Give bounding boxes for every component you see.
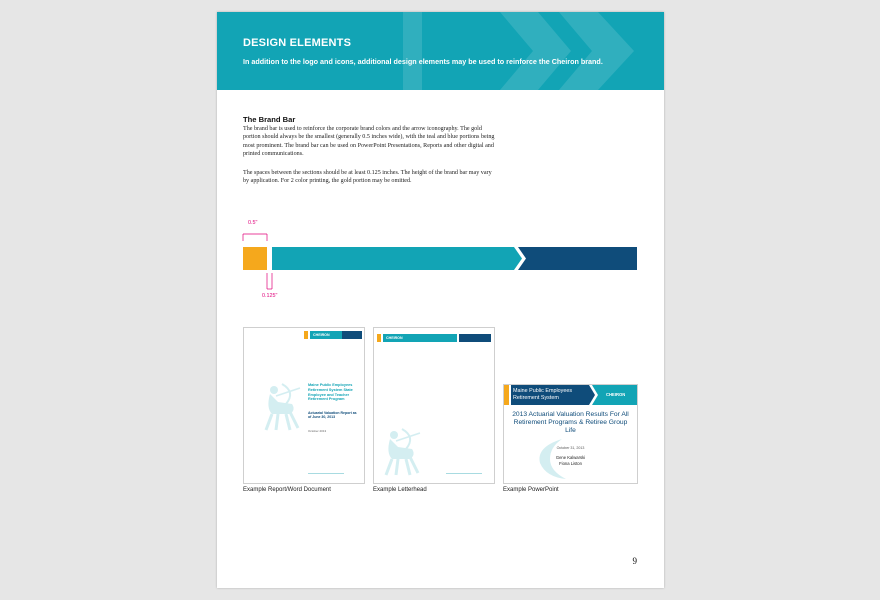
caption-report: Example Report/Word Document	[243, 487, 331, 493]
example-letterhead-thumbnail	[373, 327, 495, 484]
letterhead-teal-block	[383, 334, 457, 342]
report-footer-line	[308, 473, 344, 474]
page-subtitle: In addition to the logo and icons, additional design elements may be used to reinforce the Cheiron brand.	[243, 57, 603, 66]
letterhead-centaur-watermark-icon	[376, 423, 422, 478]
brand-bar-diagram	[217, 222, 664, 302]
ppt-presenter-1: Gene Kalwarski	[555, 455, 586, 460]
report-logo: CHEIRON	[313, 333, 330, 337]
report-subtitle: Actuarial Valuation Report as of June 30, 2013	[308, 411, 357, 420]
report-title: Maine Public Employees Retirement System State Employee and Teacher Retirement Program	[308, 383, 353, 402]
centaur-watermark-icon	[256, 378, 302, 433]
brand-bar-navy	[518, 247, 637, 270]
width-dimension-label: 0.5"	[248, 220, 258, 226]
report-navy-block	[342, 331, 362, 339]
ppt-gold-block	[504, 385, 509, 405]
letterhead-navy-block	[459, 334, 491, 342]
brand-bar-teal	[272, 247, 522, 270]
brand-bar-gold	[243, 247, 267, 270]
section-title: The Brand Bar	[243, 115, 296, 124]
document-page	[217, 12, 664, 588]
caption-letterhead: Example Letterhead	[373, 487, 427, 493]
letterhead-footer-line	[446, 473, 482, 474]
letterhead-logo: CHEIRON	[386, 336, 403, 340]
paragraph-2: The spaces between the sections should be at least 0.125 inches. The height of the brand bar may vary by application. For 2 color printing, the gold portion may be omitted.	[243, 170, 492, 185]
report-gold-block	[304, 331, 308, 339]
ppt-slide-title: 2013 Actuarial Valuation Results For All Retirement Programs & Retiree Group Life	[512, 411, 629, 434]
paragraph-1: The brand bar is used to reinforce the corporate brand colors and the arrow iconography. The gold portion should always be the smallest (generally 0.5 inches wide), with the teal and blue portions being most prominent. The brand bar can be used on PowerPoint Presentations, Reports and other digital and printed communications.	[243, 126, 495, 157]
example-report-thumbnail	[243, 327, 365, 484]
ppt-org-name: Maine Public Employees Retirement System	[513, 388, 573, 401]
gap-dimension-label: 0.125"	[262, 293, 278, 299]
ppt-logo: CHEIRON	[606, 392, 626, 397]
header-arrows-graphic	[217, 12, 664, 90]
example-powerpoint-thumbnail	[503, 384, 638, 484]
report-brand-bar	[310, 331, 362, 339]
report-date: October 2013	[308, 429, 327, 433]
letterhead-gold-block	[377, 334, 381, 342]
page-title: DESIGN ELEMENTS	[243, 37, 352, 49]
header-banner	[217, 12, 664, 90]
page-number: 9	[632, 556, 637, 566]
ppt-presenter-2: Fiona Liston	[559, 461, 582, 466]
ppt-date: October 31, 2013	[556, 446, 585, 450]
caption-powerpoint: Example PowerPoint	[503, 487, 559, 493]
